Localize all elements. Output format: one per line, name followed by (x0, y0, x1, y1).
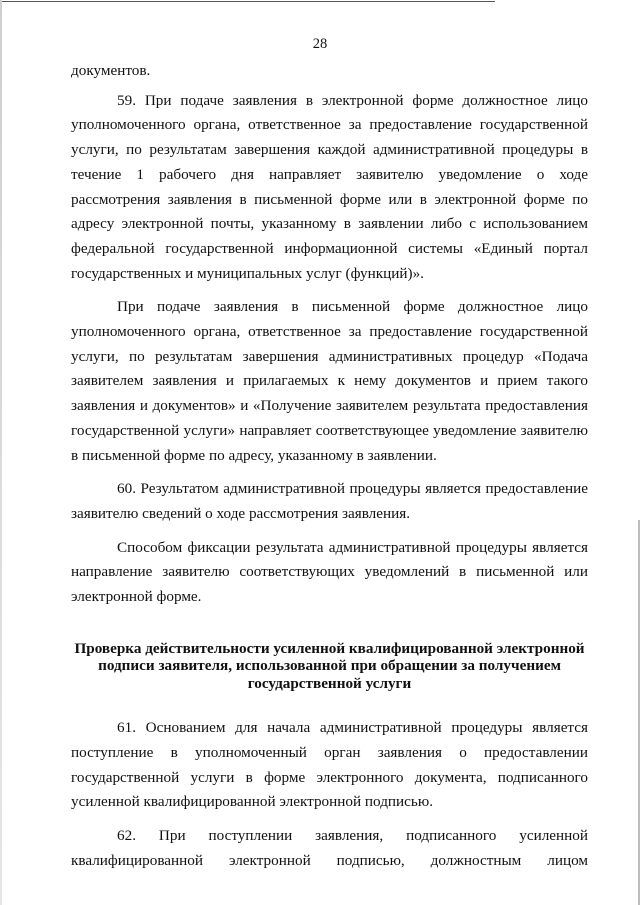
paragraph-61: 61. Основанием для начала административной процедуры является поступление в уполномоченный орган заявления о предоставлении государственной услуги в форме электронного документа, подписанного усиленной квалифицированной электронной подписью. (71, 719, 588, 811)
paragraph-59-continued: При подаче заявления в письменной форме должностное лицо уполномоченного органа, ответственное за предоставление государственной услуги, по результатам завершения административных процедур «Подача заявителем заявления и прилагаемых к нему документов и прием такого заявления и документов» и «Получение заявителем результата предоставления государственной услуги» направляет соответствующее уведомление заявителю в письменной форме по адресу, указанному в заявлении. (71, 298, 588, 464)
section-heading: Проверка действительности усиленной квалифицированной электронной подписи заявителя, использованной при обращении за получением государственной услуги (74, 639, 585, 692)
paragraph-59: 59. При подаче заявления в электронной форме должностное лицо уполномоченного органа, ответственное за предоставление государственной услуги, по результатам завершения каждой административной процедуры в течение 1 рабочего дня направляет заявителю уведомление о ходе рассмотрения заявления в письменной форме или в электронной форме по адресу электронной почты, указанному в заявлении либо с использованием федеральной государственной информационной системы «Единый портал государственных и муниципальных услуг (функций)». (71, 91, 588, 282)
page-number: 28 (312, 36, 328, 52)
paragraph-60: 60. Результатом административной процедуры является предоставление заявителю сведений о ходе рассмотрения заявления. (71, 480, 588, 522)
document-body (71, 59, 588, 873)
paragraph-60-continued: Способом фиксации результата административной процедуры является направление заявителю соответствующих уведомлений в письменной или электронной форме. (71, 538, 588, 606)
scan-left-edge (0, 0, 2, 905)
paragraph-62: 62. При поступлении заявления, подписанного усиленной квалифицированной электронной подписью, должностным лицом (71, 827, 588, 869)
top-rule (0, 1, 495, 2)
paragraph-continuation: документов. (71, 62, 151, 79)
